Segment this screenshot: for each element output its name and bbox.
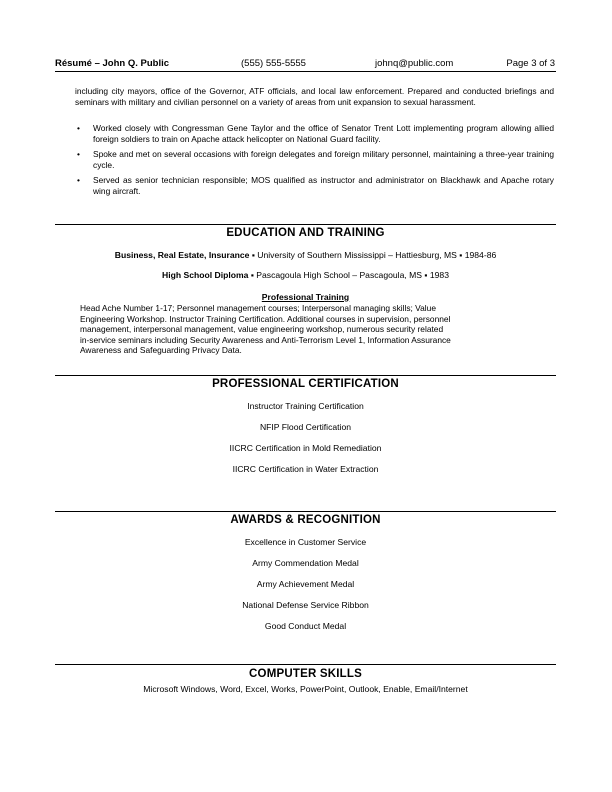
bullet-icon: • <box>77 175 80 185</box>
degree-details: ▪ University of Southern Mississippi – Hattiesburg, MS ▪ 1984-86 <box>249 250 497 260</box>
professional-training-heading: Professional Training <box>261 292 350 302</box>
section-title-awards: AWARDS & RECOGNITION <box>230 514 381 526</box>
professional-training-text <box>80 303 535 356</box>
award-item: National Defense Service Ribbon <box>242 600 369 610</box>
training-line: in-service seminars including Security Awareness and Anti-Terrorism Level 1, Information Assurance <box>80 334 451 345</box>
header-email: johnq@public.com <box>375 58 454 69</box>
training-line: Awareness and Safeguarding Privacy Data. <box>80 345 242 355</box>
list-item <box>75 149 554 170</box>
header-page-number: Page 3 of 3 <box>506 58 555 69</box>
certification-item: IICRC Certification in Mold Remediation <box>229 443 382 453</box>
header-divider <box>55 71 556 72</box>
training-line: management, interpersonal management, value engineering workshop, numerous security related <box>80 324 444 334</box>
certification-item: Instructor Training Certification <box>247 401 364 411</box>
section-divider <box>55 511 556 512</box>
award-item: Army Achievement Medal <box>256 579 355 589</box>
header-name: Résumé – John Q. Public <box>55 58 170 69</box>
header-phone: (555) 555-5555 <box>241 58 306 69</box>
section-divider <box>55 224 556 225</box>
certification-item: IICRC Certification in Water Extraction <box>232 464 379 474</box>
bullet-text: Spoke and met on several occasions with foreign delegates and foreign military personnel, maintaining a three-year training cycle. <box>93 149 554 170</box>
education-degree-1 <box>55 250 556 261</box>
section-title-skills: COMPUTER SKILLS <box>249 668 362 680</box>
list-item <box>75 175 554 196</box>
education-degree-2 <box>55 270 556 281</box>
training-line: Head Ache Number 1-17; Personnel management courses; Interpersonal managing skills; Value <box>80 303 436 313</box>
bullet-icon: • <box>77 123 80 133</box>
bullet-icon: • <box>77 149 80 159</box>
certification-item: NFIP Flood Certification <box>259 422 352 432</box>
degree-details: ▪ Pascagoula High School – Pascagoula, MS ▪ 1983 <box>248 270 449 280</box>
experience-continuation: including city mayors, office of the Governor, ATF officials, and local law enforcement. Prepared and conducted briefings and seminars with military and civilian personnel on a variety of areas from unit expansion to sexual harassment. <box>75 86 554 107</box>
bullet-text: Served as senior technician responsible; MOS qualified as instructor and administrator on Blackhawk and Apache rotary wing aircraft. <box>93 175 554 196</box>
section-title-certification: PROFESSIONAL CERTIFICATION <box>212 378 399 390</box>
experience-bullet-list <box>75 123 554 201</box>
award-item: Excellence in Customer Service <box>244 537 367 547</box>
computer-skills-text: Microsoft Windows, Word, Excel, Works, PowerPoint, Outlook, Enable, Email/Internet <box>143 684 468 694</box>
section-divider <box>55 375 556 376</box>
training-line: Engineering Workshop. Instructor Training Certification. Additional courses in supervision, personnel <box>80 313 451 324</box>
degree-label: Business, Real Estate, Insurance <box>114 250 250 260</box>
degree-label: High School Diploma <box>162 270 249 280</box>
award-item: Army Commendation Medal <box>252 558 359 568</box>
list-item <box>75 123 554 144</box>
section-title-education: EDUCATION AND TRAINING <box>226 227 385 239</box>
section-divider <box>55 664 556 665</box>
bullet-text: Worked closely with Congressman Gene Taylor and the office of Senator Trent Lott implementing program allowing allied foreign soldiers to train on Apache attack helicopter on National Guard facility. <box>93 123 554 144</box>
award-item: Good Conduct Medal <box>264 621 347 631</box>
